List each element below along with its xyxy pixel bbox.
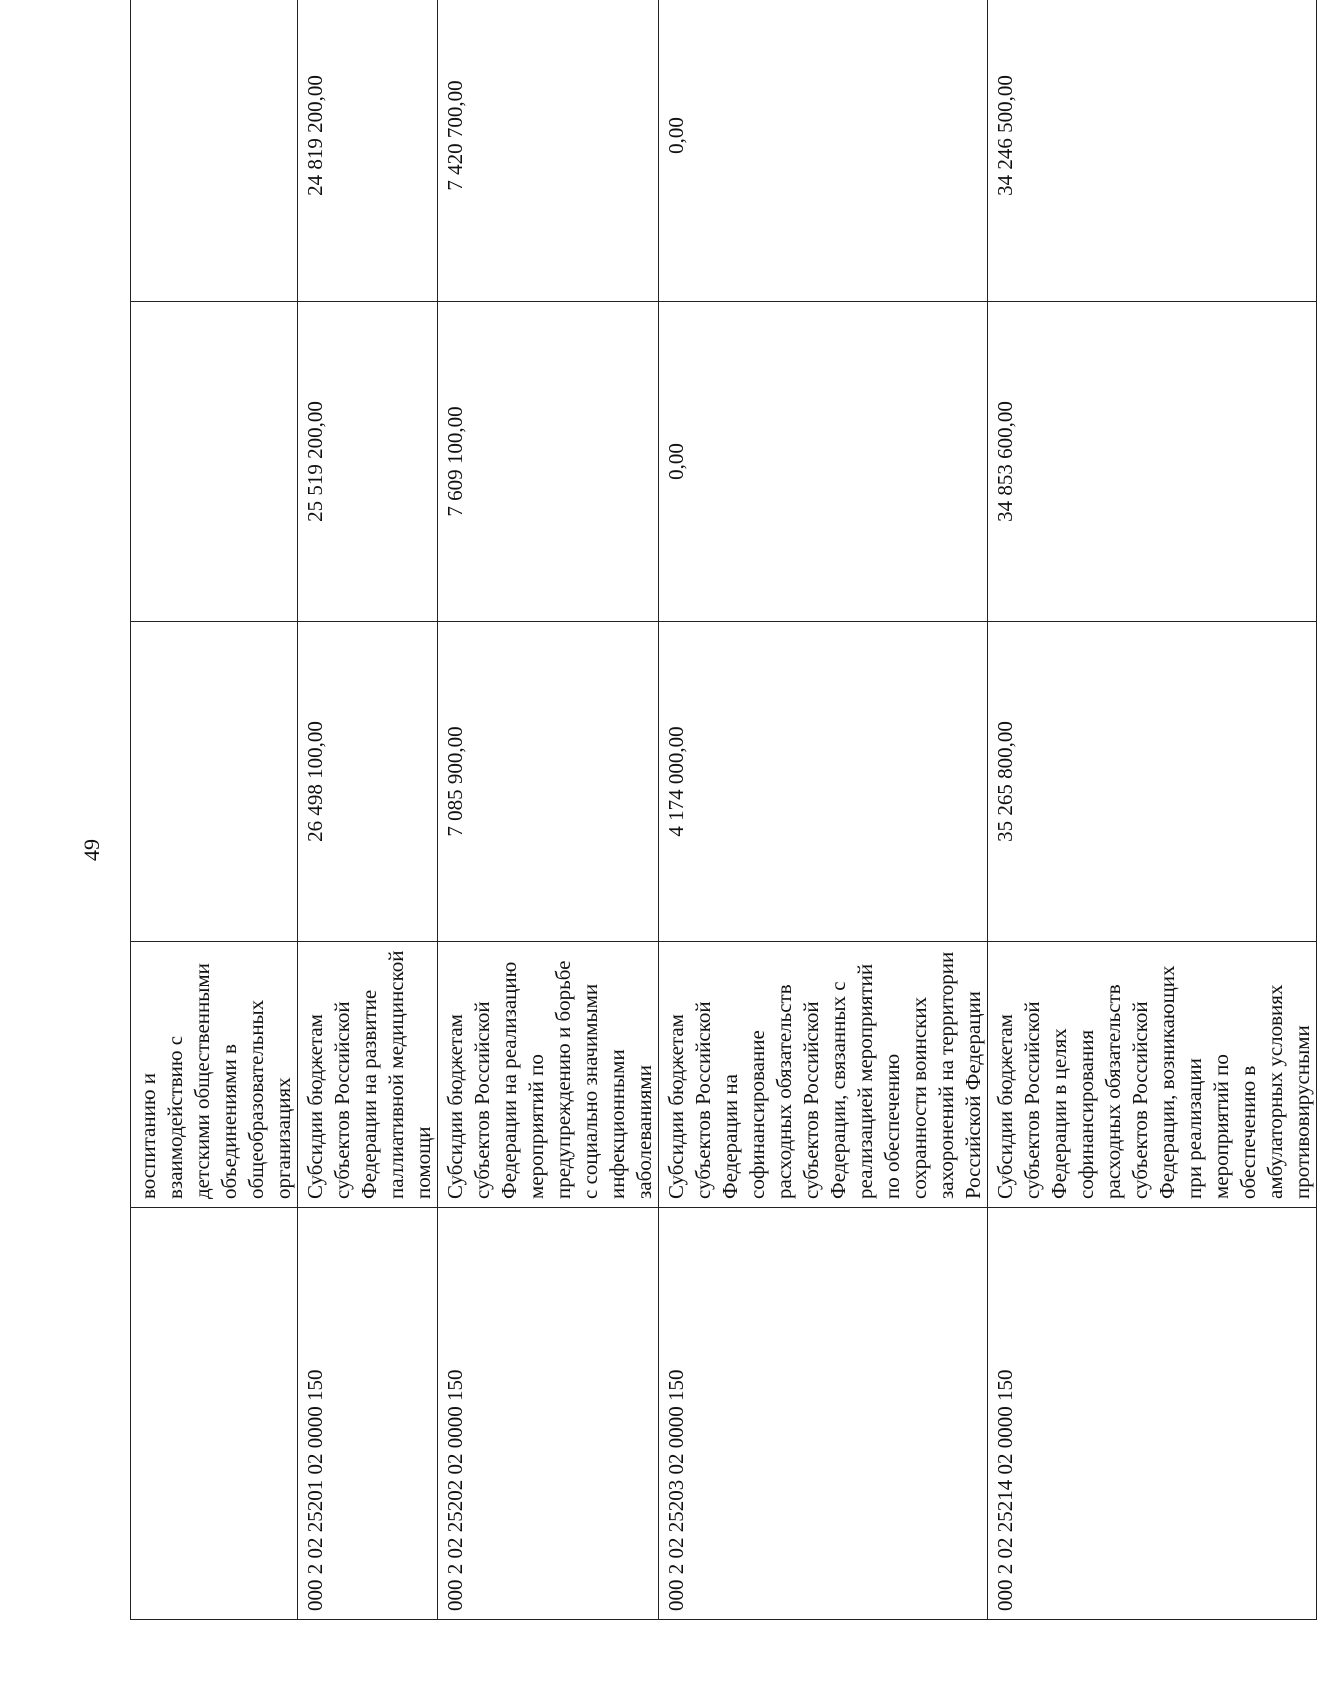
amount-year-1: 35 265 800,00 [988,622,1317,942]
amount-year-3 [131,0,298,302]
table-row [988,0,1317,1620]
budget-code: 000 2 02 25214 02 0000 150 [988,1208,1317,1620]
amount-year-3: 34 246 500,00 [988,0,1317,302]
amount-year-3: 7 420 700,00 [438,0,659,302]
budget-item-name: Субсидии бюджетам субъектов Российской Федерации на развитие паллиативной медицинской помощи [298,942,438,1208]
budget-item-name: Субсидии бюджетам субъектов Российской Федерации на софинансирование расходных обязательств субъектов Российской Федерации, связанных с реализацией мероприятий по обеспечению сохранности воинских захоронений на территории Российской Федерации [659,942,988,1208]
amount-year-2: 34 853 600,00 [988,302,1317,622]
budget-code: 000 2 02 25202 02 0000 150 [438,1208,659,1620]
budget-code: 000 2 02 25201 02 0000 150 [298,1208,438,1620]
amount-year-2: 25 519 200,00 [298,302,438,622]
page-number: 49 [79,839,104,861]
table-row [298,0,438,1620]
amount-year-1 [131,622,298,942]
budget-item-name: воспитанию и взаимодействию с детскими общественными объединениями в общеобразовательных организациях [131,942,298,1208]
budget-code [131,1208,298,1620]
amount-year-3: 0,00 [659,0,988,302]
budget-table [130,0,1317,1620]
rotated-table-container [130,0,1314,1620]
budget-item-name: Субсидии бюджетам субъектов Российской Федерации на реализацию мероприятий по предупреждению и борьбе с социально значимыми инфекционными заболеваниями [438,942,659,1208]
table-row [131,0,298,1620]
table-row [659,0,988,1620]
amount-year-3: 24 819 200,00 [298,0,438,302]
amount-year-1: 7 085 900,00 [438,622,659,942]
amount-year-1: 4 174 000,00 [659,622,988,942]
budget-code: 000 2 02 25203 02 0000 150 [659,1208,988,1620]
amount-year-1: 26 498 100,00 [298,622,438,942]
amount-year-2: 7 609 100,00 [438,302,659,622]
amount-year-2 [131,302,298,622]
table-row [438,0,659,1620]
amount-year-2: 0,00 [659,302,988,622]
budget-item-name: Субсидии бюджетам субъектов Российской Федерации в целях софинансирования расходных обязательств субъектов Российской Федерации, возникающих при реализации мероприятий по обеспечению в амбулаторных условиях противовирусными [988,942,1317,1208]
